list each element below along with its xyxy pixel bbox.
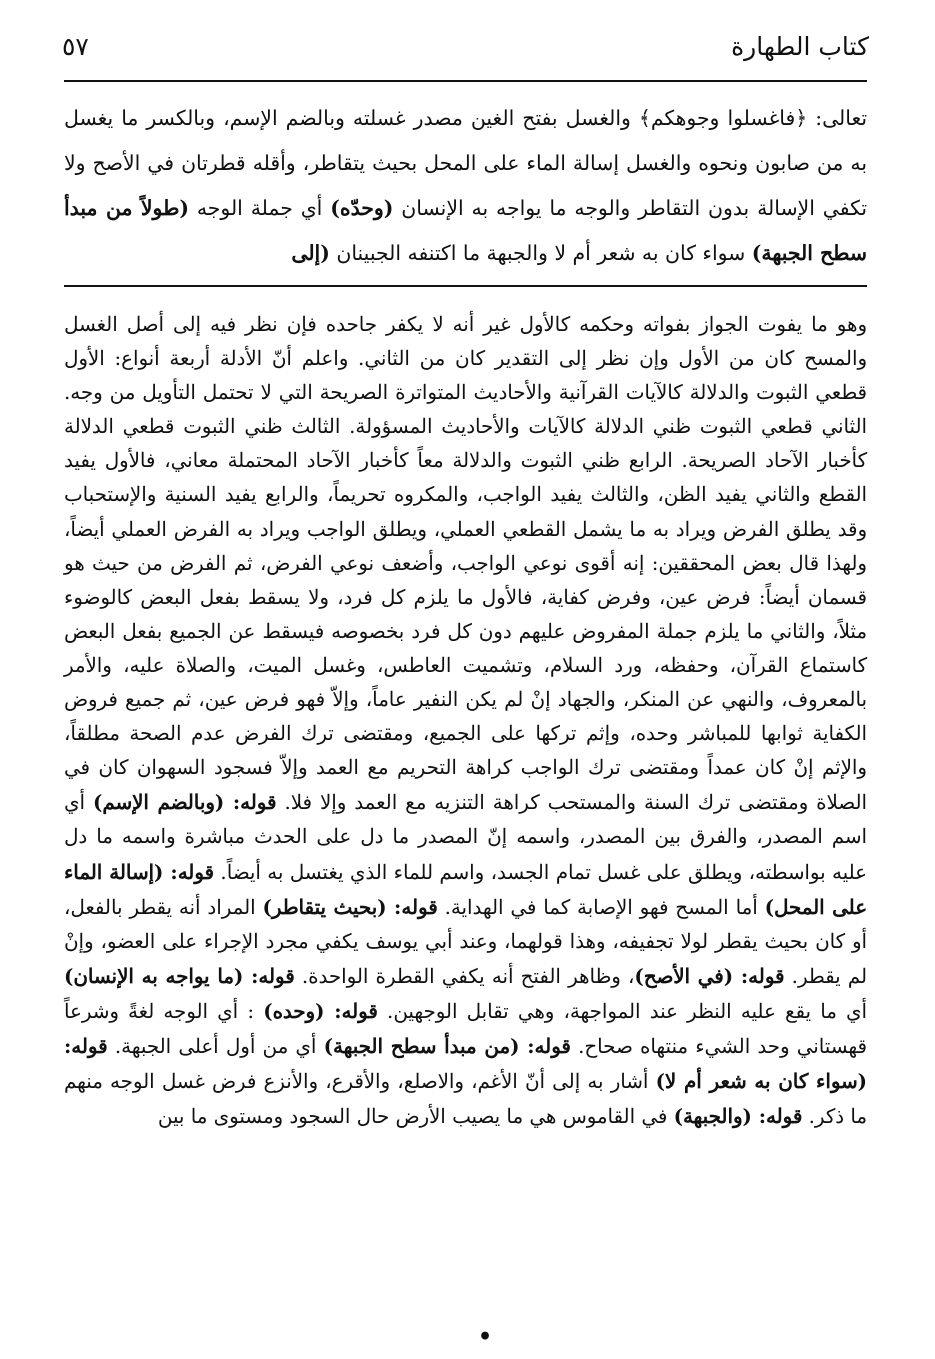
commentary-run: أي اسم المصدر، والفرق بين المصدر، واسمه إنّ المصدر ما دل على الحدث مباشرة واسمه ما دل عليه بواسطته، ويطلق على غسل تمام الجسد، واسم للماء الذي يغتسل به أيضاً.	[64, 791, 867, 884]
main-text	[64, 96, 867, 276]
commentary-bold-run: قوله: (وحده)	[263, 998, 378, 1023]
text-commentary-divider	[64, 285, 867, 287]
page-footer-mark: •	[478, 1324, 493, 1350]
commentary-text	[64, 308, 867, 1134]
commentary-bold-run: قوله: (سواء كان به شعر أم لا)	[64, 1033, 867, 1094]
main-text-run: سواء كان به شعر أم لا والجبهة ما اكتنفه الجبينان	[329, 241, 752, 265]
main-text-bold-run: (طولاً من مبدأ سطح الجبهة)	[64, 196, 867, 265]
commentary-run: في القاموس هي ما يصيب الأرض حال السجود ومستوى ما بين	[157, 1105, 674, 1129]
commentary-bold-run: قوله: (والجبهة)	[673, 1104, 803, 1129]
commentary-run: المراد أنه يقطر بالفعل، أو كان بحيث يقطر لولا تجفيفه، وهذا قولهما، وعند أبي يوسف يكفي مجرد الإجراء على العضو، وإنْ لم يقطر.	[64, 895, 867, 988]
commentary-run: أي ما يقع عليه النظر عند المواجهة، وهي تقابل الوجهين.	[377, 999, 867, 1023]
commentary-bold-run: قوله: (من مبدأ سطح الجبهة)	[323, 1033, 571, 1058]
commentary-run: أي من أول أعلى الجبهة.	[107, 1034, 324, 1058]
commentary-run: ، وظاهر الفتح أنه يكفي القطرة الواحدة.	[294, 964, 635, 988]
commentary-bold-run: قوله: (بحيث يتقاطر)	[262, 894, 438, 919]
commentary-run: : أي الوجه لغةً وشرعاً قهستاني وحد الشيء منتهاه صحاح.	[64, 999, 868, 1058]
commentary-bold-run: قوله: (وبالضم الإسم)	[92, 790, 277, 815]
main-text-bold-run: (إلى	[291, 241, 330, 265]
commentary-run: أشار به إلى أنّ الأغم، والاصلع، والأقرع، والأنزع فرض غسل الوجه منهم ما ذكر.	[64, 1070, 867, 1129]
commentary-bold-run: قوله: (ما يواجه به الإنسان)	[64, 963, 295, 988]
commentary-paragraph	[64, 308, 867, 1134]
commentary-bold-run: قوله: (إسالة الماء على المحل)	[64, 859, 867, 919]
header-divider	[64, 80, 867, 82]
commentary-run: أما المسح فهو الإصابة كما في الهداية.	[437, 895, 765, 919]
commentary-run: وهو ما يفوت الجواز بفواته وحكمه كالأول غير أنه لا يكفر جاحده فإن نظر فيه إلى أصل الغسل والمسح كان من الأول وإن نظر إلى التقدير كان من الثاني. واعلم أنّ الأدلة أربعة أنواع: الأول قطعي الثبوت والدلالة كالآيات القرآنية والأحاديث المتواترة الصريحة التي لا تحتمل التأويل من وجه. الثاني قطعي الثبوت ظني الدلالة كالآيات والأحاديث المسؤولة. الثالث ظني الثبوت قطعي الدلالة كأخبار الآحاد الصريحة. الرابع ظني الثبوت والدلالة معاً كأخبار الآحاد المحتملة معاني، فالأول يفيد القطع والثاني يفيد الظن، والثالث يفيد الواجب، والمكروه تحريماً، والرابع يفيد السنية والإستحباب وقد يطلق الفرض ويراد به ما يشمل القطعي العملي، ويطلق الواجب ويراد به الفرض العملي أيضاً، ولهذا قال بعض المحققين: إنه أقوى نوعي الواجب، وأضعف نوعي الفرض، ثم الفرض من حيث هو قسمان أيضاً: فرض عين، وفرض كفاية، فالأول ما يلزم كل فرد، ولا يسقط بفعل البعض كالوضوء مثلاً، والثاني ما يلزم جملة المفروض عليهم دون كل فرد بخصوصه فيسقط عن الجميع بفعل البعض كاستماع القرآن، وحفظه، ورد السلام، وتشميت العاطس، وغسل الميت، والصلاة عليه، والأمر بالمعروف، والنهي عن المنكر، والجهاد إنْ لم يكن النفير عاماً، وإلاّ فهو فرض عين، ثم جميع فروض الكفاية ثوابها للمباشر وحده، وإثم تركها على الجميع، ومقتضى ترك الفرض عدم الصحة مطلقاً، والإثم إنْ كان عمداً ومقتضى ترك الواجب كراهة التحريم مع العمد وإلاّ فسجود السهوان كان في الصلاة ومقتضى ترك السنة والمستحب كراهة التنزيه مع العمد وإلا فلا.	[64, 313, 867, 815]
main-text-run: أي جملة الوجه	[188, 196, 331, 220]
main-text-bold-run: (وحدّه)	[330, 196, 394, 220]
main-text-run: تعالى: ﴿فاغسلوا وجوهكم﴾ والغسل بفتح الغين مصدر غسلته وبالضم الإسم، وبالكسر ما يغسل به من صابون ونحوه والغسل إسالة الماء على المحل بحيث يتقاطر، وأقله قطرتان في الأصح ولا تكفي الإسالة بدون التقاطر والوجه ما يواجه به الإنسان	[64, 106, 868, 220]
chapter-title: كتاب الطهارة	[731, 32, 869, 61]
main-paragraph	[64, 96, 867, 276]
page-number: ٥٧	[62, 32, 89, 61]
commentary-bold-run: قوله: (في الأصح)	[634, 963, 785, 988]
page-header	[62, 28, 869, 68]
